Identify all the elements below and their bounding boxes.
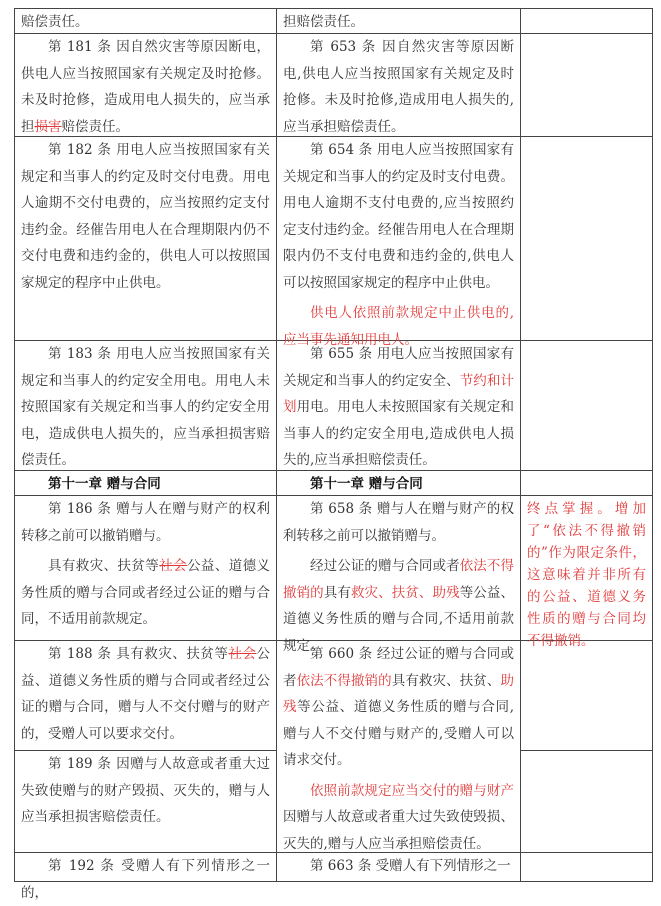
new-law-cell — [277, 137, 521, 348]
text-segment: 第 182 条 用电人应当按照国家有关规定和当事人的约定及时交付电费。用电人逾期不交付电费的，应当按照约定支付违约金。经催告用电人在合理期限内仍不交付电费和违约金的，供电人可以按照国家规定的程序中止供电。 — [21, 142, 270, 291]
note-cell — [521, 341, 653, 471]
note-cell — [521, 641, 653, 751]
highlighted-text: 救灾、扶贫、助残 — [350, 584, 460, 601]
paragraph — [527, 498, 646, 652]
highlighted-text: 依照前款规定应当交付的赠与财产 — [310, 782, 514, 799]
text-segment: 赔偿责任。 — [61, 118, 129, 135]
old-law-cell — [15, 34, 277, 137]
text-segment: 公益、道德义务性质的赠与合同或者经过公证的赠与合同，赠与人不交付赠与的财产的，受赠人可以要求交付。 — [21, 646, 270, 742]
text-segment: 因赠与人故意或者重大过失致使毁损、灭失的,赠与人应当承担赔偿责任。 — [283, 809, 514, 852]
chapter-heading-cell — [15, 471, 277, 496]
note-cell — [521, 137, 653, 341]
text-segment: 具有救灾、扶贫、 — [391, 672, 501, 689]
old-law-cell — [15, 341, 277, 471]
text-segment: 经过公证的赠与合同或者 — [310, 558, 460, 574]
text-segment: 用电。用电人未按照国家有关规定和当事人的约定安全用电,造成供电人损失的,应当承担赔偿责任。 — [283, 399, 514, 468]
highlighted-text: 节约和计划 — [283, 372, 514, 415]
text-segment: 第 653 条 因自然灾害等原因断电,供电人应当按照国家有关规定及时抢修。未及时抢修,造成用电人损失的,应当承担赔偿责任。 — [283, 39, 514, 135]
text-segment: 具有救灾、扶贫等 — [48, 558, 160, 574]
paragraph — [283, 853, 514, 880]
text-segment: 赔偿责任。 — [21, 14, 89, 30]
paragraph — [283, 641, 514, 774]
new-law-cell — [277, 9, 521, 34]
old-law-cell — [15, 641, 277, 751]
law-comparison-table — [14, 8, 653, 901]
chapter-title: 第十一章 赠与合同 — [310, 476, 423, 492]
text-segment: 第 188 条 具有救灾、扶贫等 — [48, 646, 229, 662]
old-law-cell — [15, 9, 277, 34]
note-cell — [521, 751, 653, 853]
highlighted-text: 依法不得撤销的 — [296, 672, 392, 689]
old-law-cell — [15, 496, 277, 641]
paragraph — [21, 751, 270, 831]
chapter-title: 第十一章 赠与合同 — [48, 476, 161, 492]
note-cell — [521, 471, 653, 496]
text-segment: 第 658 条 赠与人在赠与财产的权利转移之前可以撤销赠与。 — [283, 501, 514, 544]
text-segment: 担赔偿责任。 — [283, 14, 364, 30]
paragraph — [21, 853, 270, 906]
paragraph — [21, 641, 270, 747]
paragraph — [283, 496, 514, 549]
text-segment: 等公益、道德义务性质的赠与合同,不适用前款规定。 — [283, 584, 514, 654]
highlighted-text: 终点掌握。增加了“依法不得撤销的”作为限定条件，这意味着并非所有的公益、道德义务性质的赠与合同均不得撤销。 — [527, 501, 646, 649]
paragraph — [21, 34, 270, 140]
paragraph — [283, 9, 514, 36]
note-cell — [521, 34, 653, 137]
highlighted-text: 助残 — [283, 672, 514, 715]
text-segment: 第 654 条 用电人应当按照国家有关规定和当事人的约定及时支付电费。用电人逾期不支付电费的,应当按照约定支付违约金。经催告用电人在合理期限内仍不支付电费和违约金的,供电人可以按照国家规定的程序中止供电。 — [283, 142, 514, 291]
text-segment: 等公益、道德义务性质的赠与合同,赠与人不交付赠与财产的,受赠人可以请求交付。 — [283, 699, 514, 768]
paragraph — [21, 471, 270, 498]
deleted-text: 损害 — [34, 118, 62, 135]
new-law-cell — [277, 641, 521, 853]
deleted-text: 社会 — [228, 646, 257, 662]
text-segment: 第 181 条 因自然灾害等原因断电，供电人应当按照国家有关规定及时抢修。未及时抢修，造成用电人损失的，应当承担 — [21, 39, 270, 135]
new-law-cell — [277, 341, 521, 471]
chapter-heading-cell — [277, 471, 521, 496]
text-segment: 第 660 条 经过公证的赠与合同或者 — [283, 646, 514, 689]
text-segment: 第 655 条 用电人应当按照国家有关规定和当事人的约定安全、 — [283, 346, 514, 389]
highlighted-text: 依法不得撤销的 — [283, 558, 515, 601]
paragraph — [283, 34, 514, 140]
highlighted-text: 供电人依照前款规定中止供电的,应当事先通知用电人。 — [283, 305, 514, 348]
paragraph — [21, 137, 270, 296]
text-segment: 第 189 条 因赠与人故意或者重大过失致使赠与的财产毁损、灭失的，赠与人应当承担损害赔偿责任。 — [21, 756, 270, 825]
note-cell — [521, 9, 653, 34]
text-segment: 公益、道德义务性质的赠与合同或者经过公证的赠与合同，不适用前款规定。 — [21, 558, 271, 627]
paragraph — [21, 341, 270, 474]
note-cell — [521, 496, 653, 649]
note-cell — [521, 853, 653, 882]
paragraph — [283, 341, 514, 474]
new-law-cell — [277, 34, 521, 137]
paragraph — [21, 496, 270, 549]
paragraph — [283, 137, 514, 296]
paragraph — [21, 553, 270, 633]
old-law-cell — [15, 751, 277, 853]
paragraph — [283, 471, 514, 498]
text-segment: 第 183 条 用电人应当按照国家有关规定和当事人的约定安全用电。用电人未按照国家有关规定和当事人的约定安全用电，造成供电人损失的，应当承担损害赔偿责任。 — [21, 346, 270, 468]
text-segment: 第 192 条 受赠人有下列情形之一的， — [21, 858, 270, 901]
old-law-cell — [15, 137, 277, 341]
old-law-cell — [15, 853, 277, 901]
text-segment: 第 186 条 赠与人在赠与财产的权利转移之前可以撤销赠与。 — [21, 501, 270, 544]
new-law-cell — [277, 853, 521, 882]
text-segment: 第 663 条 受赠人有下列情形之一 — [310, 858, 511, 874]
new-law-cell — [277, 496, 521, 654]
paragraph — [21, 9, 270, 36]
text-segment: 具有 — [323, 584, 351, 601]
deleted-text: 社会 — [159, 558, 188, 574]
paragraph — [283, 778, 514, 858]
